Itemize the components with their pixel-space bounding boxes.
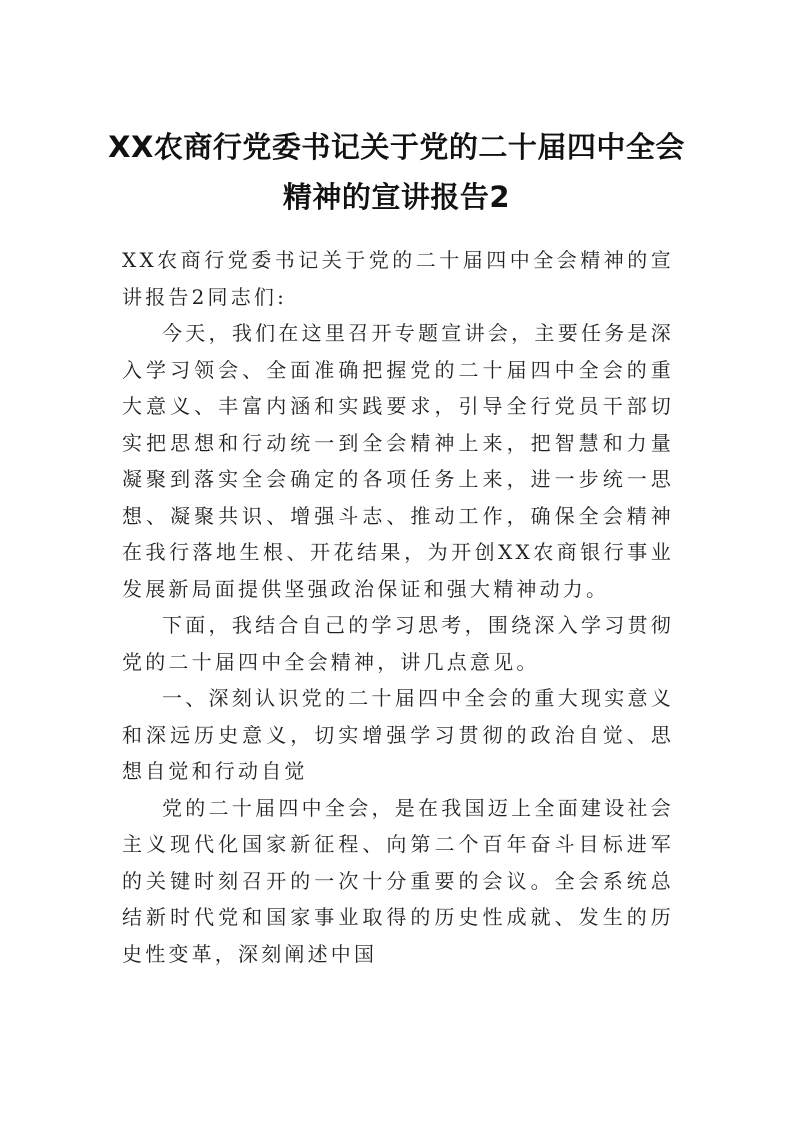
- section-heading-1: 一、深刻认识党的二十届四中全会的重大现实意义和深远历史意义，切实增强学习贯彻的政治自觉、思想自觉和行动自觉: [122, 686, 674, 783]
- document-title: XX农商行党委书记关于党的二十届四中全会精神的宣讲报告2: [108, 130, 685, 214]
- opening-paragraph: XX农商行党委书记关于党的二十届四中全会精神的宣讲报告2同志们:: [122, 248, 674, 309]
- body-paragraph-1: 今天，我们在这里召开专题宣讲会，主要任务是深入学习领会、全面准确把握党的二十届四中全会的重大意义、丰富内涵和实践要求，引导全行党员干部切实把思想和行动统一到全会精神上来，把智慧和力量凝聚到落实全会确定的各项任务上来，进一步统一思想、凝聚共识、增强斗志、推动工作，确保全会精神在我行落地生根、开花结果，为开创XX农商银行事业发展新局面提供坚强政治保证和强大精神动力。: [122, 321, 674, 601]
- body-paragraph-3: 党的二十届四中全会，是在我国迈上全面建设社会主义现代化国家新征程、向第二个百年奋斗目标进军的关键时刻召开的一次十分重要的会议。全会系统总结新时代党和国家事业取得的历史性成就、发生的历史性变革，深刻阐述中国: [122, 795, 674, 966]
- body-paragraph-2: 下面，我结合自己的学习思考，围绕深入学习贯彻党的二十届四中全会精神，讲几点意见。: [122, 613, 674, 674]
- document-body: [122, 242, 674, 972]
